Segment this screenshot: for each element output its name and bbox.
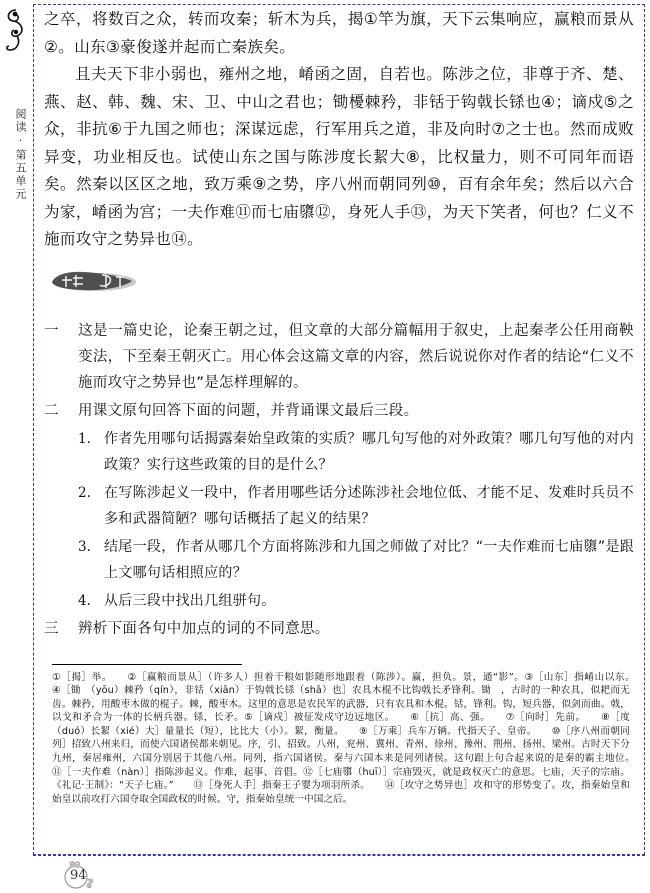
exercise-number: 一 bbox=[44, 322, 59, 339]
exercise-text: 这是一篇史论，论秦王朝之过，但文章的大部分篇幅用于叙史，上起秦孝公任用商鞅变法，下至秦王朝灭亡。用心体会这篇文章的内容，然后说说你对作者的结论“仁义不施而攻守之势异也”是怎样理解的。 bbox=[78, 322, 634, 391]
exercise-sub-text: 在写陈涉起义一段中，作者用哪些话分述陈涉社会地位低、才能不足、发难时兵员不多和武器简陋？哪句话概括了起义的结果？ bbox=[104, 484, 634, 527]
page-footer-rule bbox=[33, 855, 645, 856]
exercise-item bbox=[44, 616, 634, 642]
exercise-sub-item bbox=[44, 426, 634, 478]
exercise-text: 辨析下面各句中加点的词的不同意思。 bbox=[78, 620, 330, 637]
exercise-text: 用课文原句回答下面的问题，并背诵课文最后三段。 bbox=[78, 402, 419, 419]
footnote-divider bbox=[52, 664, 242, 665]
page-number-ornament bbox=[44, 861, 114, 891]
exercise-sub-item bbox=[44, 534, 634, 586]
exercise-item bbox=[44, 398, 634, 424]
exercise-sub-text: 作者先用哪句话揭露秦始皇政策的实质？哪几句写他的对外政策？哪几句写他的对内政策？实行这些政策的目的是什么？ bbox=[104, 430, 634, 473]
sidebar bbox=[0, 0, 33, 860]
content-column bbox=[44, 6, 650, 806]
sidebar-unit-label: 阅读·第五单元 bbox=[14, 108, 27, 201]
exercise-sub-number: 4. bbox=[78, 592, 91, 609]
exercise-sub-text: 结尾一段，作者从哪几个方面将陈涉和九国之师做了对比？“一夫作难而七庙隳”是跟上文哪句话相照应的？ bbox=[104, 538, 634, 581]
exercise-number: 二 bbox=[44, 402, 59, 419]
exercise-sub-item bbox=[44, 480, 634, 532]
page-number: 94 bbox=[70, 868, 87, 883]
exercise-sub-number: 1. bbox=[78, 430, 91, 447]
exercise-item bbox=[44, 318, 634, 396]
exercise-list bbox=[44, 318, 634, 642]
brush-stroke-lianxi-icon bbox=[50, 268, 142, 294]
exercise-number: 三 bbox=[44, 620, 59, 637]
body-paragraph-1: 之卒，将数百之众，转而攻秦；斩木为兵，揭①竿为旗，天下云集响应，赢粮而景从②。山东③豪俊遂并起而亡秦族矣。 bbox=[44, 10, 634, 56]
exercise-sub-item bbox=[44, 588, 634, 614]
footnotes-block: ①［揭］举。 ②［赢粮而景从］（许多人）担着干粮如影随形地跟着（陈涉）。赢，担负。景，通“影”。③［山东］指崤山以东。 ④［锄 （yōu）棘矜（qín），非铦（xiān）于钩戟长铩（shā）也］农具木棍不比钩戟长矛锋利。锄 ，古时的一种农具，似耙而无齿。棘矜，用酸枣木做的棍子。棘，酸枣木。这里的意思是农民军的武器，只有农具和木棍。铦，锋利。钩，短兵器，似剑而曲。戟，以戈和矛合为一体的长柄兵器。铩，长矛。⑤［谪戍］被征发戍守边远地区。 ⑥［抗］高、强。 ⑦［向时］先前。 ⑧［度（duó）长絜（xié）大］量量长（短），比比大（小）。絜，衡量。 ⑨［万乘］兵车万辆。代指天子、皇帝。 ⑩［序八州而朝同列］招致八州来归，而使六国诸侯都来朝见。序，引、招致。八州，兖州、冀州、青州、徐州、豫州、荆州、扬州、梁州。古时天下分九州，秦居雍州，六国分别居于其他八州。同列，指六国诸侯。秦与六国本来是同列诸侯。这句跟上句合起来说的是秦的霸主地位。 ⑪［一夫作难（nàn）］指陈涉起义。作难，起事、首倡。⑫［七庙隳（huī）］宗庙毁灭，就是政权灭亡的意思。七庙，天子的宗庙。《礼记·王制》：“天子七庙。” ⑬［身死人手］指秦王子婴为项羽所杀。 ⑭［攻守之势异也］攻和守的形势变了。攻，指秦始皇和始皇以前攻打六国夺取全国政权的时候。守，指秦始皇统一中国之后。 bbox=[52, 671, 650, 805]
exercise-sub-number: 2. bbox=[78, 484, 91, 501]
vine-ornament-icon bbox=[3, 6, 30, 54]
body-paragraph-2: 且夫天下非小弱也，雍州之地，崤函之固，自若也。陈涉之位，非尊于齐、楚、燕、赵、韩、魏、宋、卫、中山之君也；锄櫌棘矜，非铦于钩戟长铩也④；谪戍⑤之众，非抗⑥于九国之师也；深谋远虑，行军用兵之道，非及向时⑦之士也。然而成败异变，功业相反也。试使山东之国与陈涉度长絜大⑧，比权量力，则不可同年而语矣。然秦以区区之地，致万乘⑨之势，序八州而朝同列⑩，百有余年矣；然后以六合为家，崤函为宫；一夫作难⑪而七庙隳⑫，身死人手⑬，为天下笑者，何也？仁义不施而攻守之势异也⑭。 bbox=[44, 65, 634, 248]
exercise-sub-number: 3. bbox=[78, 538, 91, 555]
exercise-sub-text: 从后三段中找出几组骈句。 bbox=[104, 592, 276, 609]
